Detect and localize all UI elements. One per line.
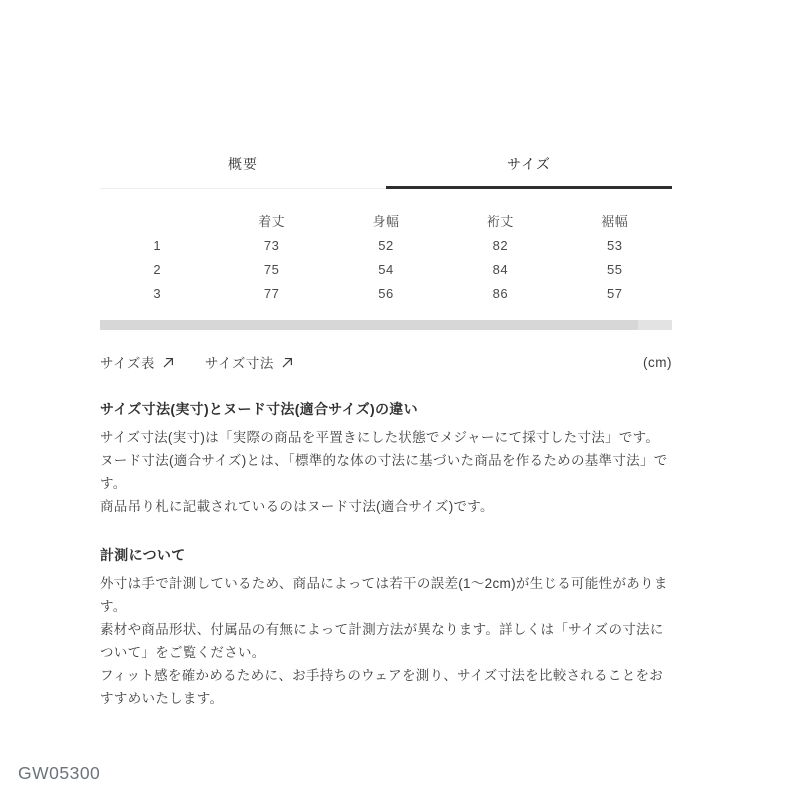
- cell-value: 53: [607, 237, 623, 253]
- table-horizontal-scrollbar[interactable]: [100, 320, 672, 330]
- section-line: フィット感を確かめるために、お手持ちのウェアを測り、サイズ寸法を比較されることをおすすめいたします。: [100, 668, 664, 706]
- size-panel: [100, 148, 672, 710]
- links-row: [100, 352, 672, 372]
- table-row: [100, 257, 672, 281]
- size-col-header: [100, 207, 214, 233]
- section-measurement: [100, 545, 672, 710]
- arrow-up-right-icon: [281, 356, 294, 369]
- col-header-width: 身幅: [372, 213, 400, 229]
- section-line: 素材や商品形状、付属品の有無によって計測方法が異なります。詳しくは「サイズの寸法について」をご覧ください。: [100, 622, 664, 660]
- tab-overview[interactable]: 概要: [100, 148, 386, 189]
- cell-value: 84: [492, 261, 509, 277]
- section-heading: サイズ寸法(実寸)とヌード寸法(適合サイズ)の違い: [100, 401, 418, 417]
- section-size-vs-nude: [100, 399, 672, 518]
- size-chart-link-label: サイズ表: [100, 356, 155, 371]
- size-label: 1: [153, 237, 162, 253]
- size-dimensions-link[interactable]: [205, 352, 294, 372]
- section-line: 外寸は手で計測しているため、商品によっては若干の誤差(1〜2cm)が生じる可能性があります。: [100, 576, 668, 614]
- table-row: [100, 281, 672, 305]
- arrow-up-right-icon: [162, 356, 175, 369]
- section-heading: 計測について: [100, 547, 186, 563]
- size-dimensions-link-label: サイズ寸法: [204, 356, 274, 371]
- cell-value: 57: [607, 285, 623, 301]
- section-line: ヌード寸法(適合サイズ)とは、「標準的な体の寸法に基づいた商品を作るための基準寸法」です。: [100, 453, 668, 491]
- cell-value: 75: [263, 261, 280, 277]
- tab-size[interactable]: サイズ: [386, 148, 672, 189]
- section-line: サイズ寸法(実寸)は「実際の商品を平置きにした状態でメジャーにて採寸した寸法」です。: [100, 430, 660, 445]
- cell-value: 73: [263, 237, 280, 253]
- unit-label: (cm): [643, 354, 672, 370]
- cell-value: 86: [492, 285, 509, 301]
- cell-value: 56: [378, 285, 394, 301]
- size-label: 3: [153, 285, 162, 301]
- size-label: 2: [153, 261, 162, 277]
- section-line: 商品吊り札に記載されているのはヌード寸法(適合サイズ)です。: [100, 499, 494, 514]
- cell-value: 54: [378, 261, 394, 277]
- tab-bar: [100, 148, 672, 189]
- cell-value: 77: [263, 285, 280, 301]
- size-chart-link[interactable]: [100, 352, 175, 372]
- size-table-header-row: [100, 207, 672, 233]
- product-code: GW05300: [18, 763, 101, 783]
- table-row: [100, 233, 672, 257]
- cell-value: 52: [378, 237, 394, 253]
- size-table: [100, 207, 672, 305]
- scrollbar-thumb[interactable]: [100, 320, 638, 330]
- col-header-sleeve: 裄丈: [486, 213, 514, 229]
- col-header-hem: 裾幅: [601, 213, 629, 229]
- cell-value: 82: [492, 237, 509, 253]
- cell-value: 55: [607, 261, 623, 277]
- col-header-length: 着丈: [258, 213, 286, 229]
